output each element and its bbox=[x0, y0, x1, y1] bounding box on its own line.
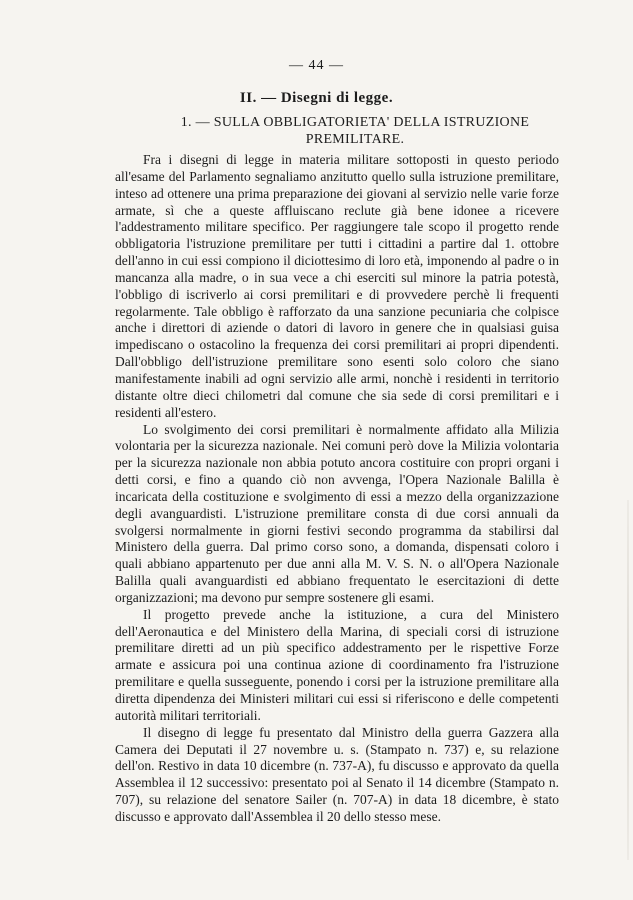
paragraph-3: Il progetto prevede anche la istituzione, a cura del Ministero dell'Aeronautica e del Ministero della Marina, di speciali corsi di istruzione premilitare diretti ad un più specifico addestramento per le rispettive Forze armate e assicura poi una continua azione di coordinamento fra l'istruzione premilitare e quella susseguente, ponendo i corsi per la istruzione premilitare alla diretta dipendenza dei Ministeri militari cui essi si riferiscono e delle competenti autorità militari territoriali. bbox=[115, 606, 559, 723]
paragraph-4: Il disegno di legge fu presentato dal Ministro della guerra Gazzera alla Camera dei Deputati il 27 novembre u. s. (Stampato n. 737) e, su relazione dell'on. Restivo in data 10 dicembre (n. 737-A), fu discusso e approvato da quella Assemblea il 12 successivo: presentato poi al Senato il 14 dicembre (Stampato n. 707), su relazione del senatore Sailer (n. 707-A) in data 18 dicembre, è stato discusso e approvato dall'Assemblea il 20 dello stesso mese. bbox=[115, 724, 559, 824]
page-number: — 44 — bbox=[289, 58, 344, 73]
subsection-title: 1. — SULLA OBBLIGATORIETA' DELLA ISTRUZIONE PREMILITARE. bbox=[180, 115, 530, 147]
scan-edge-shadow bbox=[627, 500, 629, 860]
paragraph-2: Lo svolgimento dei corsi premilitari è normalmente affidato alla Milizia volontaria per la sicurezza nazionale. Nei comuni però dove la Milizia volontaria per la sicurezza nazionale non abbia potuto ancora costituire con propri organi i detti corsi, e fino a quando ciò non avvenga, l'Opera Nazionale Balilla è incaricata della costituzione e svolgimento di essi a mezzo della organizzazione degli avanguardisti. L'istruzione premilitare consta di due corsi annuali da svolgersi normalmente in giorni festivi secondo programma da stabilirsi dal Ministero della guerra. Dal primo corso sono, a domanda, dispensati coloro i quali abbiano appartenuto per due anni alla M. V. S. N. o all'Opera Nazionale Balilla quali avanguardisti ed abbiano frequentato le esercitazioni di dette organizzazioni; ma devono pur sempre sostenere gli esami. bbox=[115, 421, 559, 605]
body-text bbox=[115, 152, 559, 826]
paragraph-1: Fra i disegni di legge in materia militare sottoposti in questo periodo all'esame del Parlamento segnaliamo anzitutto quello sulla istruzione premilitare, inteso ad ottenere una prima preparazione dei giovani al servizio nelle varie forze armate, sì che a queste affluiscano reclute già bene idonee a ricevere l'addestramento militare specifico. Per raggiungere tale scopo il progetto rende obbligatoria l'istruzione premilitare per tutti i cittadini a partire dal 1. ottobre dell'anno in cui essi compiono il diciottesimo di loro età, imponendo al padre o in mancanza alla madre, o in sua vece a chi eserciti sul minore la patria potestà, l'obbligo di iscriverlo ai corsi premilitari e di provvedere perchè li frequenti regolarmente. Tale obbligo è rafforzato da una sanzione pecuniaria che colpisce anche i direttori di aziende o datori di lavoro in genere che in qualsiasi guisa impediscano o ostacolino la frequenza dei corsi premilitari ai propri dipendenti. Dall'obbligo dell'istruzione premilitare sono esenti solo coloro che siano manifestamente inabili ad ogni servizio alle armi, nonchè i residenti in territorio distante oltre dieci chilometri dal comune che sia sede di corsi premilitari e i residenti all'estero. bbox=[115, 152, 559, 420]
section-title: II. — Disegni di legge. bbox=[239, 90, 394, 106]
